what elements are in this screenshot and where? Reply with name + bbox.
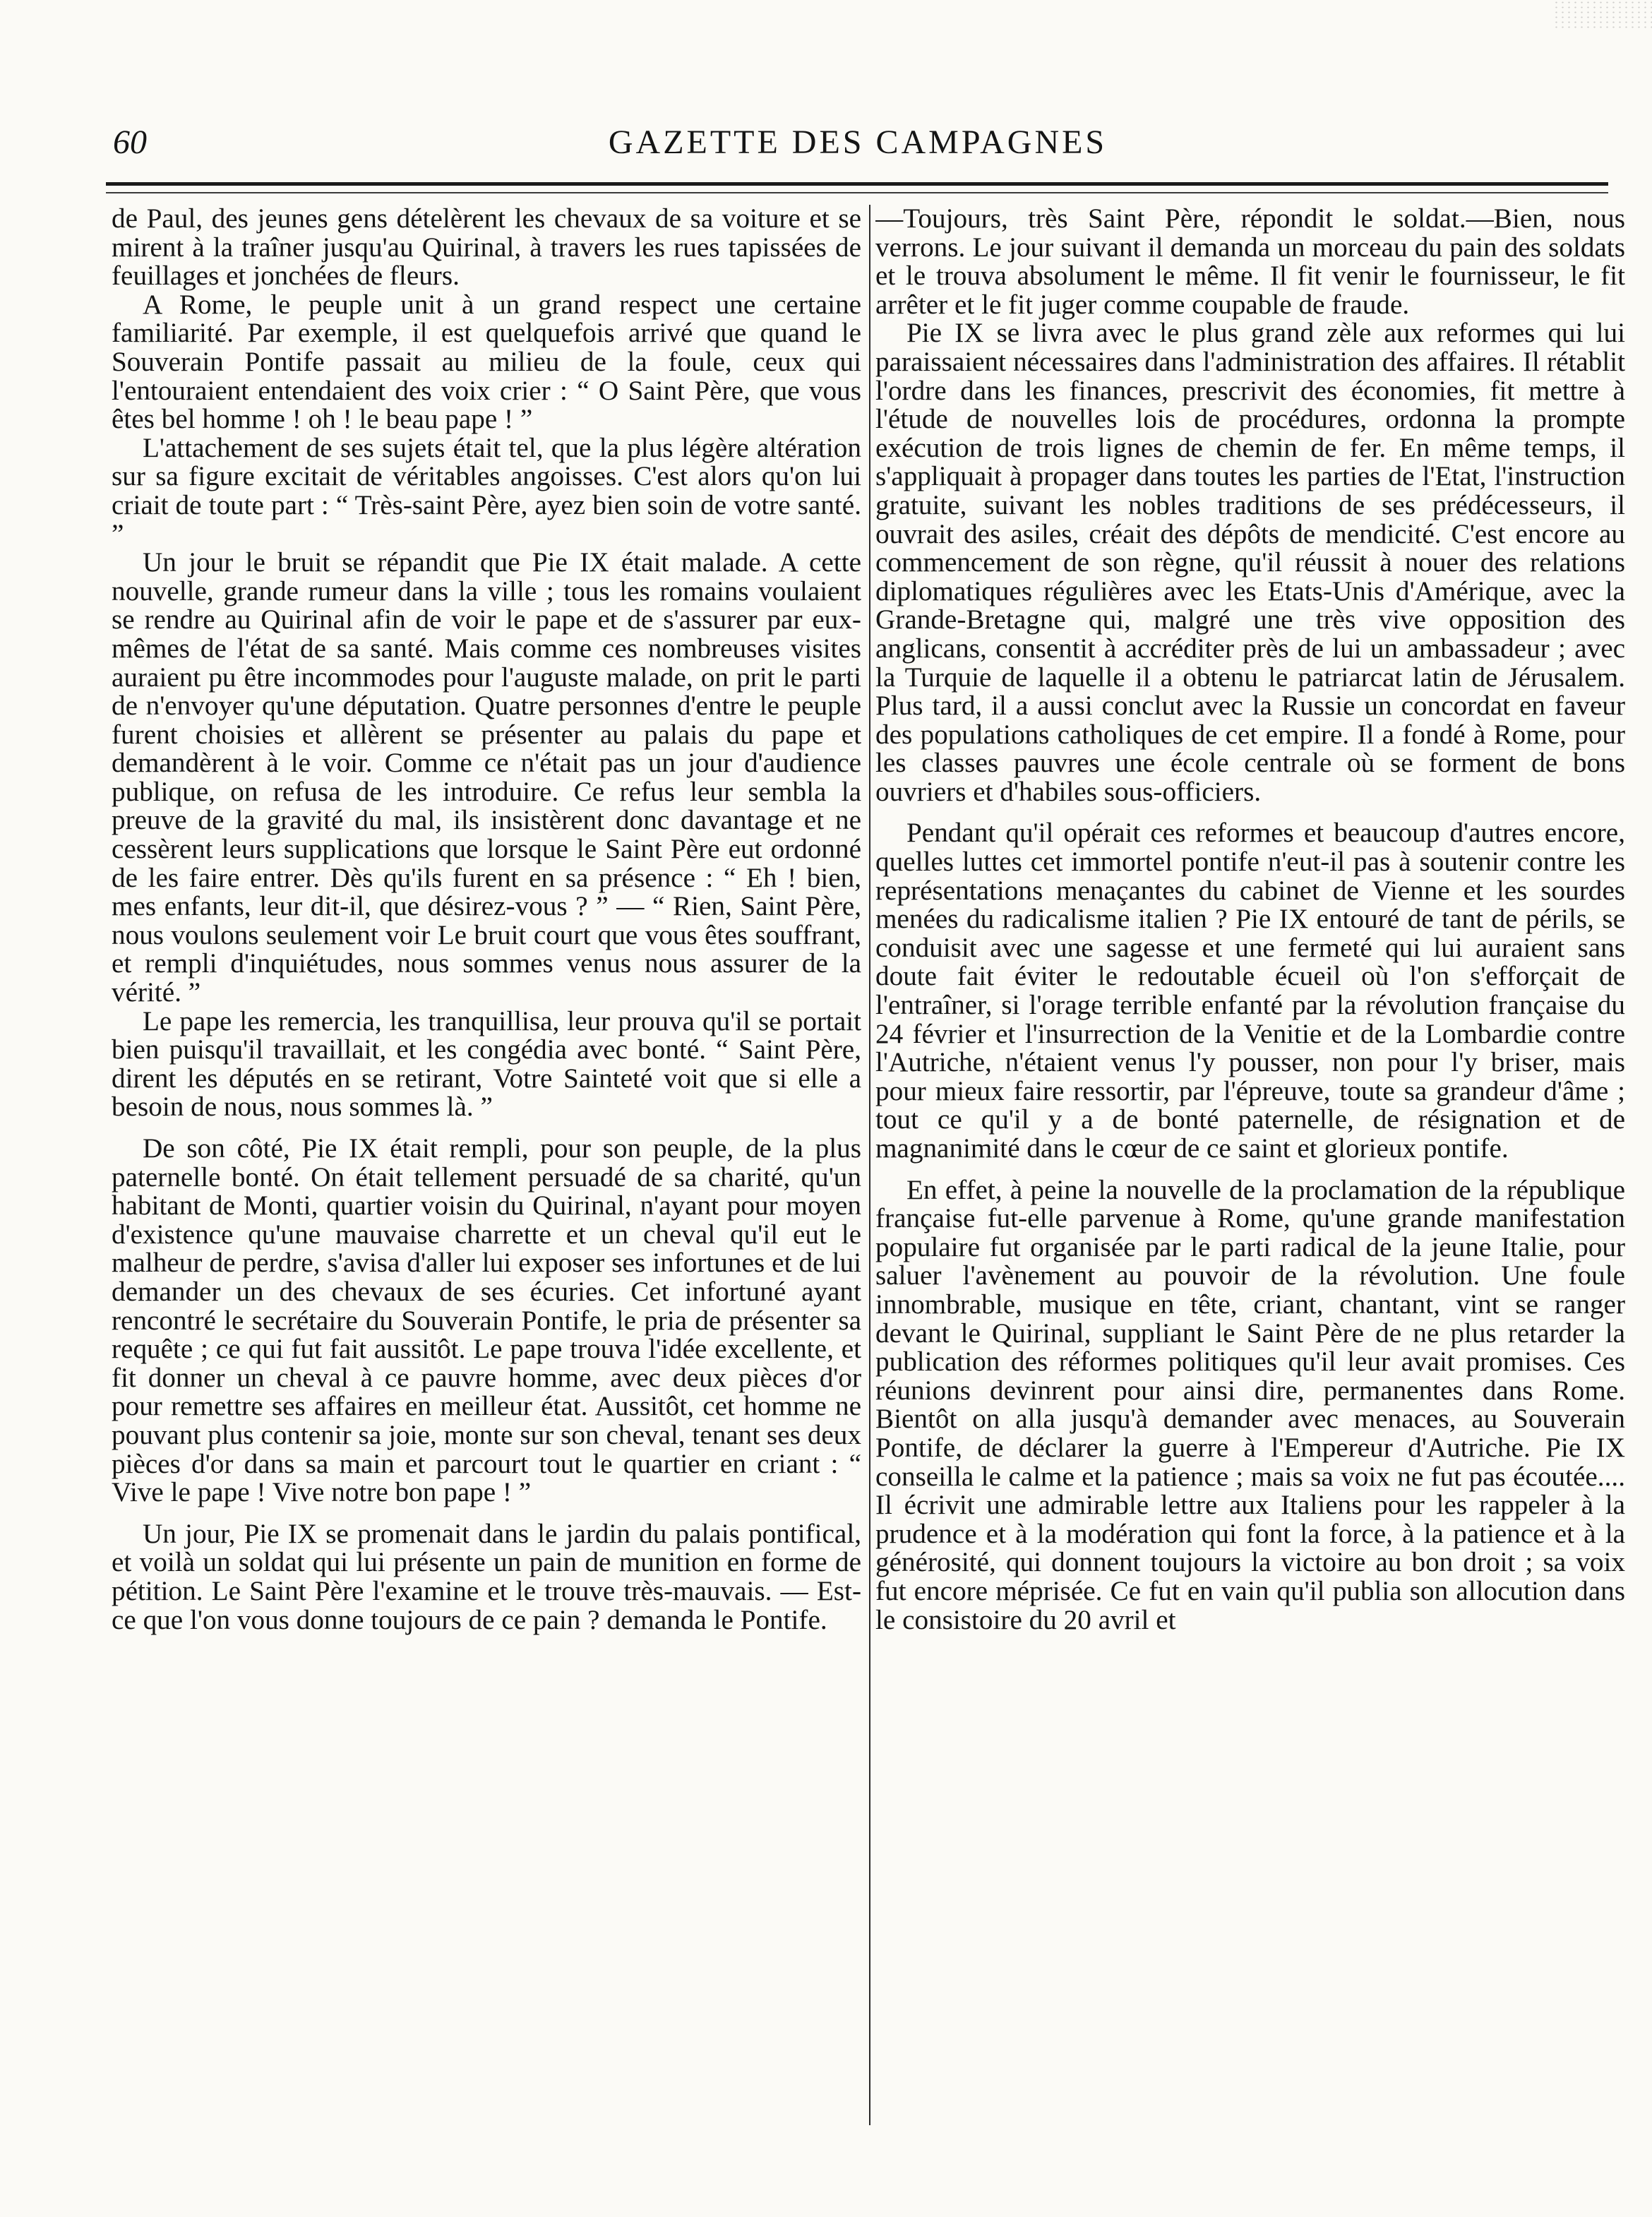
paragraph: Le pape les remercia, les tranquillisa, leur prouva qu'il se portait bien puisqu'il travaillait, et les congédia avec bonté. “ Saint Père, dirent les députés en se retirant, Votre Sainteté voit que si elle a besoin de nous, nous sommes là. ” [112, 1005, 861, 1123]
paragraph: Pie IX se livra avec le plus grand zèle aux reformes qui lui paraissaient nécessaires dans l'administration des affaires. Il rétablit l'ordre dans les finances, prescrivit des économies, fit mettre à l'étude de nouvelles lois de procédures, ordonna la prompte exécution de trois lignes de chemin de fer. En même temps, il s'appliquait à propager dans toutes les parties de l'Etat, l'instruction gratuite, suivant les nobles traditions de ses prédécesseurs, il ouvrait des asiles, créait des dépôts de mendicité. C'est encore au commencement de son règne, qu'il réussit à nouer des relations diplomatiques régulières avec les Etats-Unis d'Amérique, avec la Grande-Bretagne qui, malgré une très vive opposition des anglicans, consentit à accréditer près de lui un ambassadeur ; avec la Turquie de laquelle il a obtenu le patriarcat latin de Jérusalem. Plus tard, il a aussi conclut avec la Russie un concordat en faveur des populations catholiques de cet empire. Il a fondé à Rome, pour les classes pauvres une école centrale où se forment de bons ouvriers et d'habiles sous-officiers. [875, 318, 1625, 807]
header-rule-thick [106, 182, 1608, 186]
right-column [875, 205, 1625, 2111]
page-header [106, 119, 1610, 168]
left-column [112, 205, 861, 2111]
paragraph: A Rome, le peuple unit à un grand respect une certaine familiarité. Par exemple, il est quelquefois arrivé que quand le Souverain Pontife passait au milieu de la foule, ceux qui l'entouraient entendaient des voix crier : “ O Saint Père, que vous êtes bel homme ! oh ! le beau pape ! ” [112, 289, 861, 435]
paragraph: —Toujours, très Saint Père, répondit le soldat.—Bien, nous verrons. Le jour suivant il demanda un morceau du pain des soldats et le trouva absolument le même. Il fit venir le fournisseur, le fit arrêter et le fit juger comme coupable de fraude. [875, 205, 1625, 320]
paragraph: Pendant qu'il opérait ces reformes et beaucoup d'autres encore, quelles luttes cet immortel pontife n'eut-il pas à soutenir contre les représentations menaçantes du cabinet de Vienne et les sourdes menées du radicalisme italien ? Pie IX entouré de tant de périls, se conduisit avec une sagesse et une fermeté qui lui auraient sans doute fait éviter le redoutable écueil où l'on s'efforçait de l'entraîner, si l'orage terrible enfanté par la révolution française du 24 février et l'insurrection de la Venitie et de la Lombardie contre l'Autriche, n'étaient venus l'y pousser, non pour l'y briser, mais pour mieux faire ressortir, par l'épreuve, toute sa grandeur d'âme ; tout ce qu'il y a de bonté paternelle, de résignation et de magnanimité dans le cœur de ce saint et glorieux pontife. [875, 818, 1625, 1164]
header-rule-thin [106, 192, 1608, 193]
paragraph: de Paul, des jeunes gens dételèrent les chevaux de sa voiture et se mirent à la traîner jusqu'au Quirinal, à travers les rues tapissées de feuillages et jonchées de fleurs. [112, 205, 861, 292]
paragraph: De son côté, Pie IX était rempli, pour son peuple, de la plus paternelle bonté. On était tellement persuadé de sa charité, qu'un habitant de Monti, quartier voisin du Quirinal, n'ayant pour moyen d'existence qu'une mauvaise charrette et un cheval qu'il eut le malheur de perdre, s'avisa d'aller lui exposer ses infortunes et de lui demander un des chevaux de ses écuries. Cet infortuné ayant rencontré le secrétaire du Souverain Pontife, le pria de présenter sa requête ; ce qui fut fait aussitôt. Le pape trouva l'idée excellente, et fit donner un cheval à ce pauvre homme, avec deux pièces d'or pour remettre ses affaires en meilleur état. Aussitôt, cet homme ne pouvant plus contenir sa joie, monte sur son cheval, tenant ses deux pièces d'or dans sa main et parcourt tout le quartier en criant : “ Vive le pape ! Vive notre bon pape ! ” [112, 1133, 861, 1508]
paragraph: Un jour le bruit se répandit que Pie IX était malade. A cette nouvelle, grande rumeur dans la ville ; tous les romains voulaient se rendre au Quirinal afin de voir le pape et de s'assurer par eux-mêmes de l'état de sa santé. Mais comme ces nombreuses visites auraient pu être incommodes pour l'auguste malade, on prit le parti de n'envoyer qu'une députation. Quatre personnes d'entre le peuple furent choisies et allèrent se présenter au palais du pape et demandèrent à le voir. Comme ce n'était pas un jour d'audience publique, on refusa de les introduire. Ce refus leur sembla la preuve de la gravité du mal, ils insistèrent donc davantage et ne cessèrent leurs supplications que lorsque le Saint Père eut ordonné de les faire entrer. Dès qu'ils furent en sa présence : “ Eh ! bien, mes enfants, leur dit-il, que désirez-vous ? ” — “ Rien, Saint Père, nous voulons seulement voir Le bruit court que vous êtes souffrant, et rempli d'inquiétudes, nous sommes venus nous assurer de la vérité. ” [112, 547, 861, 1008]
print-speckle [1553, 0, 1652, 28]
paragraph: Un jour, Pie IX se promenait dans le jardin du palais pontifical, et voilà un soldat qui lui présente un pain de munition en forme de pétition. Le Saint Père l'examine et le trouve très-mauvais. — Est-ce que l'on vous donne toujours de ce pain ? demanda le Pontife. [112, 1518, 861, 1635]
paragraph: En effet, à peine la nouvelle de la proclamation de la république française fut-elle parvenue à Rome, qu'une grande manifestation populaire fut organisée par le parti radical de la jeune Italie, pour saluer l'avènement au pouvoir de la révolution. Une foule innombrable, musique en tête, criant, chantant, vint se ranger devant le Quirinal, suppliant le Saint Père de ne plus retarder la publication des réformes politiques qu'il leur avait promises. Ces réunions devinrent pour ainsi dire, permanentes dans Rome. Bientôt on alla jusqu'à demander avec menaces, au Souverain Pontife, de déclarer la guerre à l'Empereur d'Autriche. Pie IX conseilla le calme et la patience ; mais sa voix ne fut pas écoutée.... Il écrivit une admirable lettre aux Italiens pour les rappeler à la prudence et à la modération qui font la force, à la patience et à la générosité, qui donnent toujours la victoire au bon droit ; sa voix fut encore méprisée. Ce fut en vain qu'il publia son allocution dans le consistoire du 20 avril et [875, 1174, 1625, 1635]
page-number: 60 [113, 124, 147, 161]
paragraph: L'attachement de ses sujets était tel, que la plus légère altération sur sa figure excitait de véritables angoisses. C'est alors qu'on lui criait de toute part : “ Très-saint Père, ayez bien soin de votre santé. ” [112, 432, 861, 549]
running-title: GAZETTE DES CAMPAGNES [608, 124, 1108, 161]
column-divider [869, 205, 870, 2125]
